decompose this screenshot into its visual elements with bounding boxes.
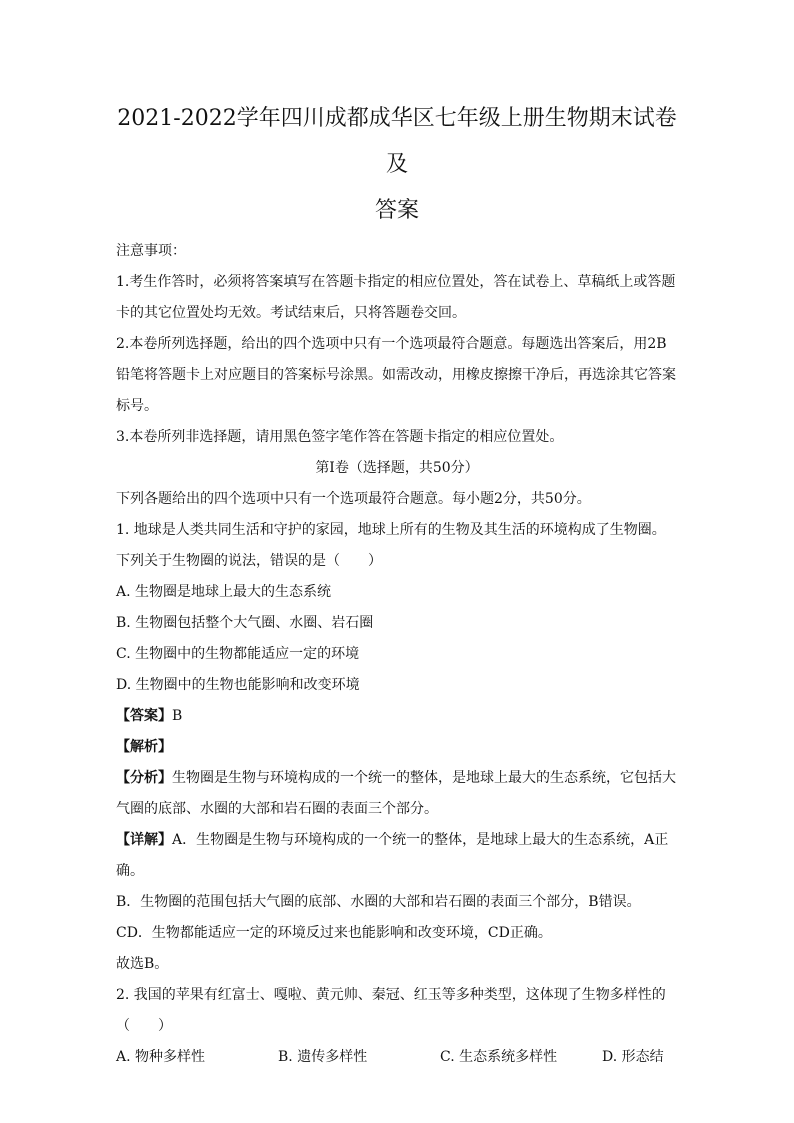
q2-options — [116, 1042, 678, 1073]
notice-item-1-line-1: 1.考生作答时，必须将答案填写在答题卡指定的相应位置处，答在试卷上、草稿纸上或答题 — [116, 274, 676, 290]
title-line-2: 答案 — [374, 198, 419, 223]
section-instruction: 下列各题给出的四个选项中只有一个选项最符合题意。每小题2分，共50分。 — [116, 491, 591, 507]
notice-heading: 注意事项： — [116, 243, 186, 259]
notice-item-1-line-2: 卡的其它位置处均无效。考试结束后，只将答题卷交回。 — [116, 305, 466, 321]
document-body — [116, 236, 678, 1073]
fenxi-label: 【分析】 — [116, 770, 172, 786]
q1-stem-line-1: 1. 地球是人类共同生活和守护的家园，地球上所有的生物及其生活的环境构成了生物圈。 — [116, 522, 666, 538]
q1-xiangjie-line-2: 确。 — [116, 863, 144, 879]
document-title — [116, 96, 678, 234]
q2-option-d: D. 形态结 — [602, 1049, 664, 1065]
fenxi-text: 生物圈是生物与环境构成的一个统一的整体，是地球上最大的生态系统，它包括大 — [172, 770, 676, 786]
q1-option-b: B. 生物圈包括整个大气圈、水圈、岩石圈 — [116, 615, 374, 631]
q1-xiangjie-line-1 — [116, 825, 678, 856]
q1-answer — [116, 701, 678, 732]
q2-option-a: A. 物种多样性 — [116, 1049, 206, 1065]
q1-fenxi-line-1 — [116, 763, 678, 794]
section-title: 第Ⅰ卷（选择题，共50分） — [315, 460, 479, 476]
q1-stem-line-2: 下列关于生物圈的说法，错误的是（ ） — [116, 553, 382, 569]
q1-fenxi-line-2: 气圈的底部、水圈的大部和岩石圈的表面三个部分。 — [116, 801, 438, 817]
notice-item-3: 3.本卷所列非选择题，请用黑色签字笔作答在答题卡指定的相应位置处。 — [116, 429, 564, 445]
notice-item-2-line-3: 标号。 — [116, 398, 158, 414]
title-line-1: 2021-2022学年四川成都成华区七年级上册生物期末试卷及 — [117, 106, 677, 177]
document-page — [116, 96, 678, 1073]
q1-detail-b: B．生物圈的范围包括大气圈的底部、水圈的大部和岩石圈的表面三个部分，B错误。 — [116, 894, 641, 910]
q2-stem-line-1: 2. 我国的苹果有红富士、嘎啦、黄元帅、秦冠、红玉等多种类型，这体现了生物多样性的 — [116, 987, 666, 1003]
xiangjie-text: A．生物圈是生物与环境构成的一个统一的整体，是地球上最大的生态系统，A正 — [172, 832, 669, 848]
q1-detail-cd: CD．生物都能适应一定的环境反过来也能影响和改变环境，CD正确。 — [116, 925, 552, 941]
xiangjie-label: 【详解】 — [116, 832, 172, 848]
q2-stem-line-2: （ ） — [116, 1018, 172, 1034]
q1-option-d: D. 生物圈中的生物也能影响和改变环境 — [116, 677, 360, 693]
q2-option-b: B. 遗传多样性 — [278, 1049, 368, 1065]
answer-label: 【答案】 — [116, 708, 172, 724]
q1-option-a: A. 生物圈是地球上最大的生态系统 — [116, 584, 332, 600]
q1-option-c: C. 生物圈中的生物都能适应一定的环境 — [116, 646, 360, 662]
notice-item-2-line-1: 2.本卷所列选择题，给出的四个选项中只有一个选项最符合题意。每题选出答案后，用2B — [116, 336, 667, 352]
q1-analysis-label: 【解析】 — [116, 739, 172, 755]
notice-item-2-line-2: 铅笔将答题卡上对应题目的答案标号涂黑。如需改动，用橡皮擦擦干净后，再选涂其它答案 — [116, 367, 676, 383]
q2-option-c: C. 生态系统多样性 — [440, 1049, 558, 1065]
answer-value: B — [172, 708, 183, 724]
q1-conclusion: 故选B。 — [116, 956, 169, 972]
